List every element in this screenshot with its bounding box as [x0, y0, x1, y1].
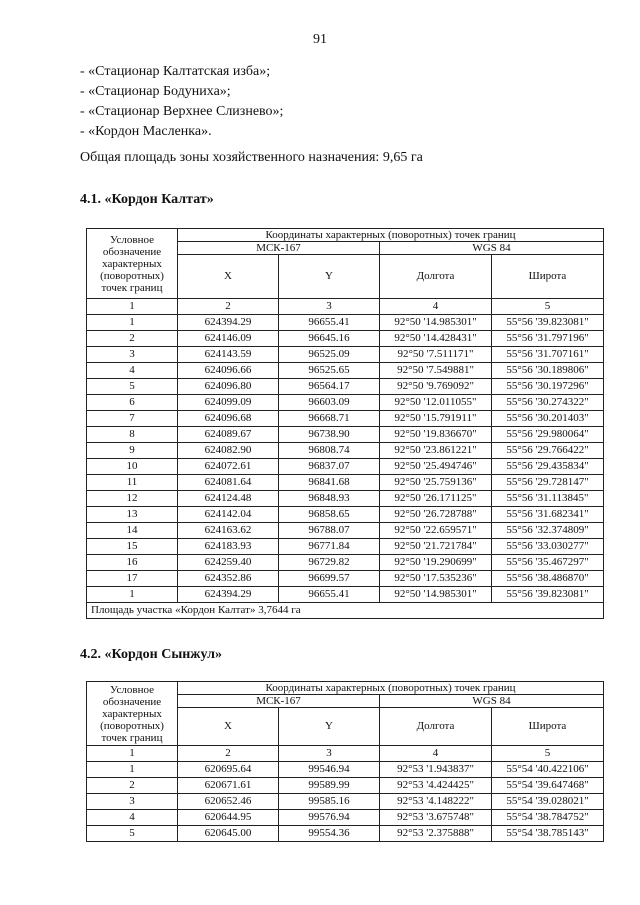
latitude: 55°56 '39.823081" [492, 587, 604, 603]
latitude: 55°56 '38.486870" [492, 571, 604, 587]
y-coordinate: 96655.41 [279, 315, 380, 331]
table-row [87, 826, 604, 842]
latitude: 55°56 '29.766422" [492, 443, 604, 459]
longitude: 92°50 '17.535236" [380, 571, 492, 587]
point-number: 5 [87, 826, 178, 842]
table-row [87, 507, 604, 523]
point-number: 12 [87, 491, 178, 507]
latitude: 55°56 '30.189806" [492, 363, 604, 379]
y-coordinate: 96738.90 [279, 427, 380, 443]
y-coordinate: 96699.57 [279, 571, 380, 587]
point-number: 1 [87, 762, 178, 778]
x-coordinate: 620644.95 [178, 810, 279, 826]
longitude: 92°50 '15.791911" [380, 411, 492, 427]
header-coords: Координаты характерных (поворотных) точек границ [178, 229, 604, 242]
table-row [87, 443, 604, 459]
table-row [87, 363, 604, 379]
header-num: 4 [380, 746, 492, 762]
point-number: 13 [87, 507, 178, 523]
latitude: 55°56 '31.797196" [492, 331, 604, 347]
header-designation: Условное обозначение характерных (поворотных) точек границ [87, 682, 178, 746]
longitude: 92°50 '7.549881" [380, 363, 492, 379]
latitude: 55°54 '39.028021" [492, 794, 604, 810]
table-row [87, 475, 604, 491]
table-header [87, 682, 604, 762]
longitude: 92°50 '26.728788" [380, 507, 492, 523]
longitude: 92°50 '14.985301" [380, 315, 492, 331]
table-row [87, 778, 604, 794]
latitude: 55°56 '30.274322" [492, 395, 604, 411]
header-lat: Широта [492, 255, 604, 299]
y-coordinate: 96668.71 [279, 411, 380, 427]
point-number: 2 [87, 778, 178, 794]
y-coordinate: 99585.16 [279, 794, 380, 810]
y-coordinate: 96729.82 [279, 555, 380, 571]
x-coordinate: 624143.59 [178, 347, 279, 363]
coordinates-table-synzhul [86, 681, 604, 842]
header-lon: Долгота [380, 255, 492, 299]
bullet-list [80, 62, 283, 142]
table-row [87, 555, 604, 571]
header-num: 1 [87, 746, 178, 762]
x-coordinate: 624096.68 [178, 411, 279, 427]
x-coordinate: 620652.46 [178, 794, 279, 810]
table-body [87, 762, 604, 842]
header-msk: МСК-167 [178, 695, 380, 708]
header-msk: МСК-167 [178, 242, 380, 255]
x-coordinate: 624394.29 [178, 587, 279, 603]
x-coordinate: 624163.62 [178, 523, 279, 539]
table-row [87, 331, 604, 347]
latitude: 55°54 '39.647468" [492, 778, 604, 794]
y-coordinate: 96645.16 [279, 331, 380, 347]
longitude: 92°50 '12.011055" [380, 395, 492, 411]
latitude: 55°56 '32.374809" [492, 523, 604, 539]
total-area-summary: Общая площадь зоны хозяйственного назначения: 9,65 га [80, 150, 423, 165]
y-coordinate: 96525.09 [279, 347, 380, 363]
table-row [87, 459, 604, 475]
latitude: 55°54 '38.784752" [492, 810, 604, 826]
point-number: 17 [87, 571, 178, 587]
latitude: 55°54 '38.785143" [492, 826, 604, 842]
coordinates-table-kaltat [86, 228, 604, 619]
point-number: 1 [87, 315, 178, 331]
section-title-kaltat: 4.1. «Кордон Калтат» [80, 192, 214, 207]
table-row [87, 347, 604, 363]
point-number: 3 [87, 347, 178, 363]
y-coordinate: 96771.84 [279, 539, 380, 555]
x-coordinate: 624096.80 [178, 379, 279, 395]
longitude: 92°53 '4.148222" [380, 794, 492, 810]
header-y: Y [279, 708, 380, 746]
point-number: 14 [87, 523, 178, 539]
point-number: 4 [87, 810, 178, 826]
latitude: 55°56 '30.201403" [492, 411, 604, 427]
y-coordinate: 96858.65 [279, 507, 380, 523]
y-coordinate: 96788.07 [279, 523, 380, 539]
longitude: 92°50 '19.290699" [380, 555, 492, 571]
x-coordinate: 624352.86 [178, 571, 279, 587]
longitude: 92°50 '14.985301" [380, 587, 492, 603]
longitude: 92°53 '4.424425" [380, 778, 492, 794]
point-number: 6 [87, 395, 178, 411]
bullet-item: - «Кордон Масленка». [80, 124, 212, 139]
table-row [87, 587, 604, 603]
table-row [87, 491, 604, 507]
bullet-item: - «Стационар Бодуниха»; [80, 84, 231, 99]
x-coordinate: 624183.93 [178, 539, 279, 555]
latitude: 55°56 '29.435834" [492, 459, 604, 475]
table-row [87, 379, 604, 395]
table-row [87, 539, 604, 555]
header-designation: Условное обозначение характерных (поворотных) точек границ [87, 229, 178, 299]
y-coordinate: 96808.74 [279, 443, 380, 459]
table-header [87, 229, 604, 315]
table-row [87, 411, 604, 427]
latitude: 55°56 '31.113845" [492, 491, 604, 507]
header-coords: Координаты характерных (поворотных) точек границ [178, 682, 604, 695]
y-coordinate: 96848.93 [279, 491, 380, 507]
y-coordinate: 99554.36 [279, 826, 380, 842]
bullet-item: - «Стационар Калтатская изба»; [80, 64, 271, 79]
longitude: 92°50 '26.171125" [380, 491, 492, 507]
header-num: 5 [492, 299, 604, 315]
latitude: 55°56 '33.030277" [492, 539, 604, 555]
latitude: 55°56 '35.467297" [492, 555, 604, 571]
longitude: 92°50 '21.721784" [380, 539, 492, 555]
y-coordinate: 96837.07 [279, 459, 380, 475]
latitude: 55°56 '31.682341" [492, 507, 604, 523]
latitude: 55°56 '31.707161" [492, 347, 604, 363]
table-row [87, 794, 604, 810]
header-num: 3 [279, 746, 380, 762]
header-x: X [178, 255, 279, 299]
longitude: 92°50 '22.659571" [380, 523, 492, 539]
y-coordinate: 96603.09 [279, 395, 380, 411]
longitude: 92°50 '7.511171" [380, 347, 492, 363]
longitude: 92°53 '2.375888" [380, 826, 492, 842]
header-lat: Широта [492, 708, 604, 746]
point-number: 4 [87, 363, 178, 379]
header-lon: Долгота [380, 708, 492, 746]
section-title-synzhul: 4.2. «Кордон Сынжул» [80, 647, 222, 662]
longitude: 92°50 '14.428431" [380, 331, 492, 347]
x-coordinate: 624146.09 [178, 331, 279, 347]
header-num: 4 [380, 299, 492, 315]
latitude: 55°56 '39.823081" [492, 315, 604, 331]
point-number: 2 [87, 331, 178, 347]
y-coordinate: 96564.17 [279, 379, 380, 395]
longitude: 92°53 '1.943837" [380, 762, 492, 778]
header-wgs: WGS 84 [380, 695, 604, 708]
longitude: 92°50 '19.836670" [380, 427, 492, 443]
point-number: 5 [87, 379, 178, 395]
table-row [87, 762, 604, 778]
header-num: 2 [178, 746, 279, 762]
y-coordinate: 96655.41 [279, 587, 380, 603]
header-wgs: WGS 84 [380, 242, 604, 255]
latitude: 55°56 '29.980064" [492, 427, 604, 443]
y-coordinate: 99589.99 [279, 778, 380, 794]
longitude: 92°50 '23.861221" [380, 443, 492, 459]
y-coordinate: 99546.94 [279, 762, 380, 778]
header-y: Y [279, 255, 380, 299]
point-number: 16 [87, 555, 178, 571]
latitude: 55°56 '30.197296" [492, 379, 604, 395]
point-number: 3 [87, 794, 178, 810]
point-number: 8 [87, 427, 178, 443]
table-row [87, 571, 604, 587]
header-num: 2 [178, 299, 279, 315]
y-coordinate: 99576.94 [279, 810, 380, 826]
longitude: 92°50 '25.759136" [380, 475, 492, 491]
header-num: 1 [87, 299, 178, 315]
x-coordinate: 624099.09 [178, 395, 279, 411]
table-body [87, 315, 604, 603]
x-coordinate: 624142.04 [178, 507, 279, 523]
point-number: 9 [87, 443, 178, 459]
x-coordinate: 620671.61 [178, 778, 279, 794]
longitude: 92°50 '9.769092" [380, 379, 492, 395]
table-row [87, 427, 604, 443]
x-coordinate: 624081.64 [178, 475, 279, 491]
x-coordinate: 624124.48 [178, 491, 279, 507]
point-number: 11 [87, 475, 178, 491]
y-coordinate: 96841.68 [279, 475, 380, 491]
table-row [87, 395, 604, 411]
x-coordinate: 624096.66 [178, 363, 279, 379]
header-num: 3 [279, 299, 380, 315]
header-num: 5 [492, 746, 604, 762]
x-coordinate: 624394.29 [178, 315, 279, 331]
x-coordinate: 620695.64 [178, 762, 279, 778]
area-note: Площадь участка «Кордон Калтат» 3,7644 га [87, 603, 604, 619]
table-row [87, 315, 604, 331]
latitude: 55°54 '40.422106" [492, 762, 604, 778]
longitude: 92°50 '25.494746" [380, 459, 492, 475]
longitude: 92°53 '3.675748" [380, 810, 492, 826]
point-number: 15 [87, 539, 178, 555]
y-coordinate: 96525.65 [279, 363, 380, 379]
point-number: 1 [87, 587, 178, 603]
x-coordinate: 624082.90 [178, 443, 279, 459]
page-number: 91 [313, 32, 327, 47]
point-number: 10 [87, 459, 178, 475]
header-x: X [178, 708, 279, 746]
bullet-item: - «Стационар Верхнее Слизнево»; [80, 104, 284, 119]
table-row [87, 523, 604, 539]
x-coordinate: 624089.67 [178, 427, 279, 443]
x-coordinate: 620645.00 [178, 826, 279, 842]
latitude: 55°56 '29.728147" [492, 475, 604, 491]
x-coordinate: 624072.61 [178, 459, 279, 475]
point-number: 7 [87, 411, 178, 427]
x-coordinate: 624259.40 [178, 555, 279, 571]
table-row [87, 810, 604, 826]
